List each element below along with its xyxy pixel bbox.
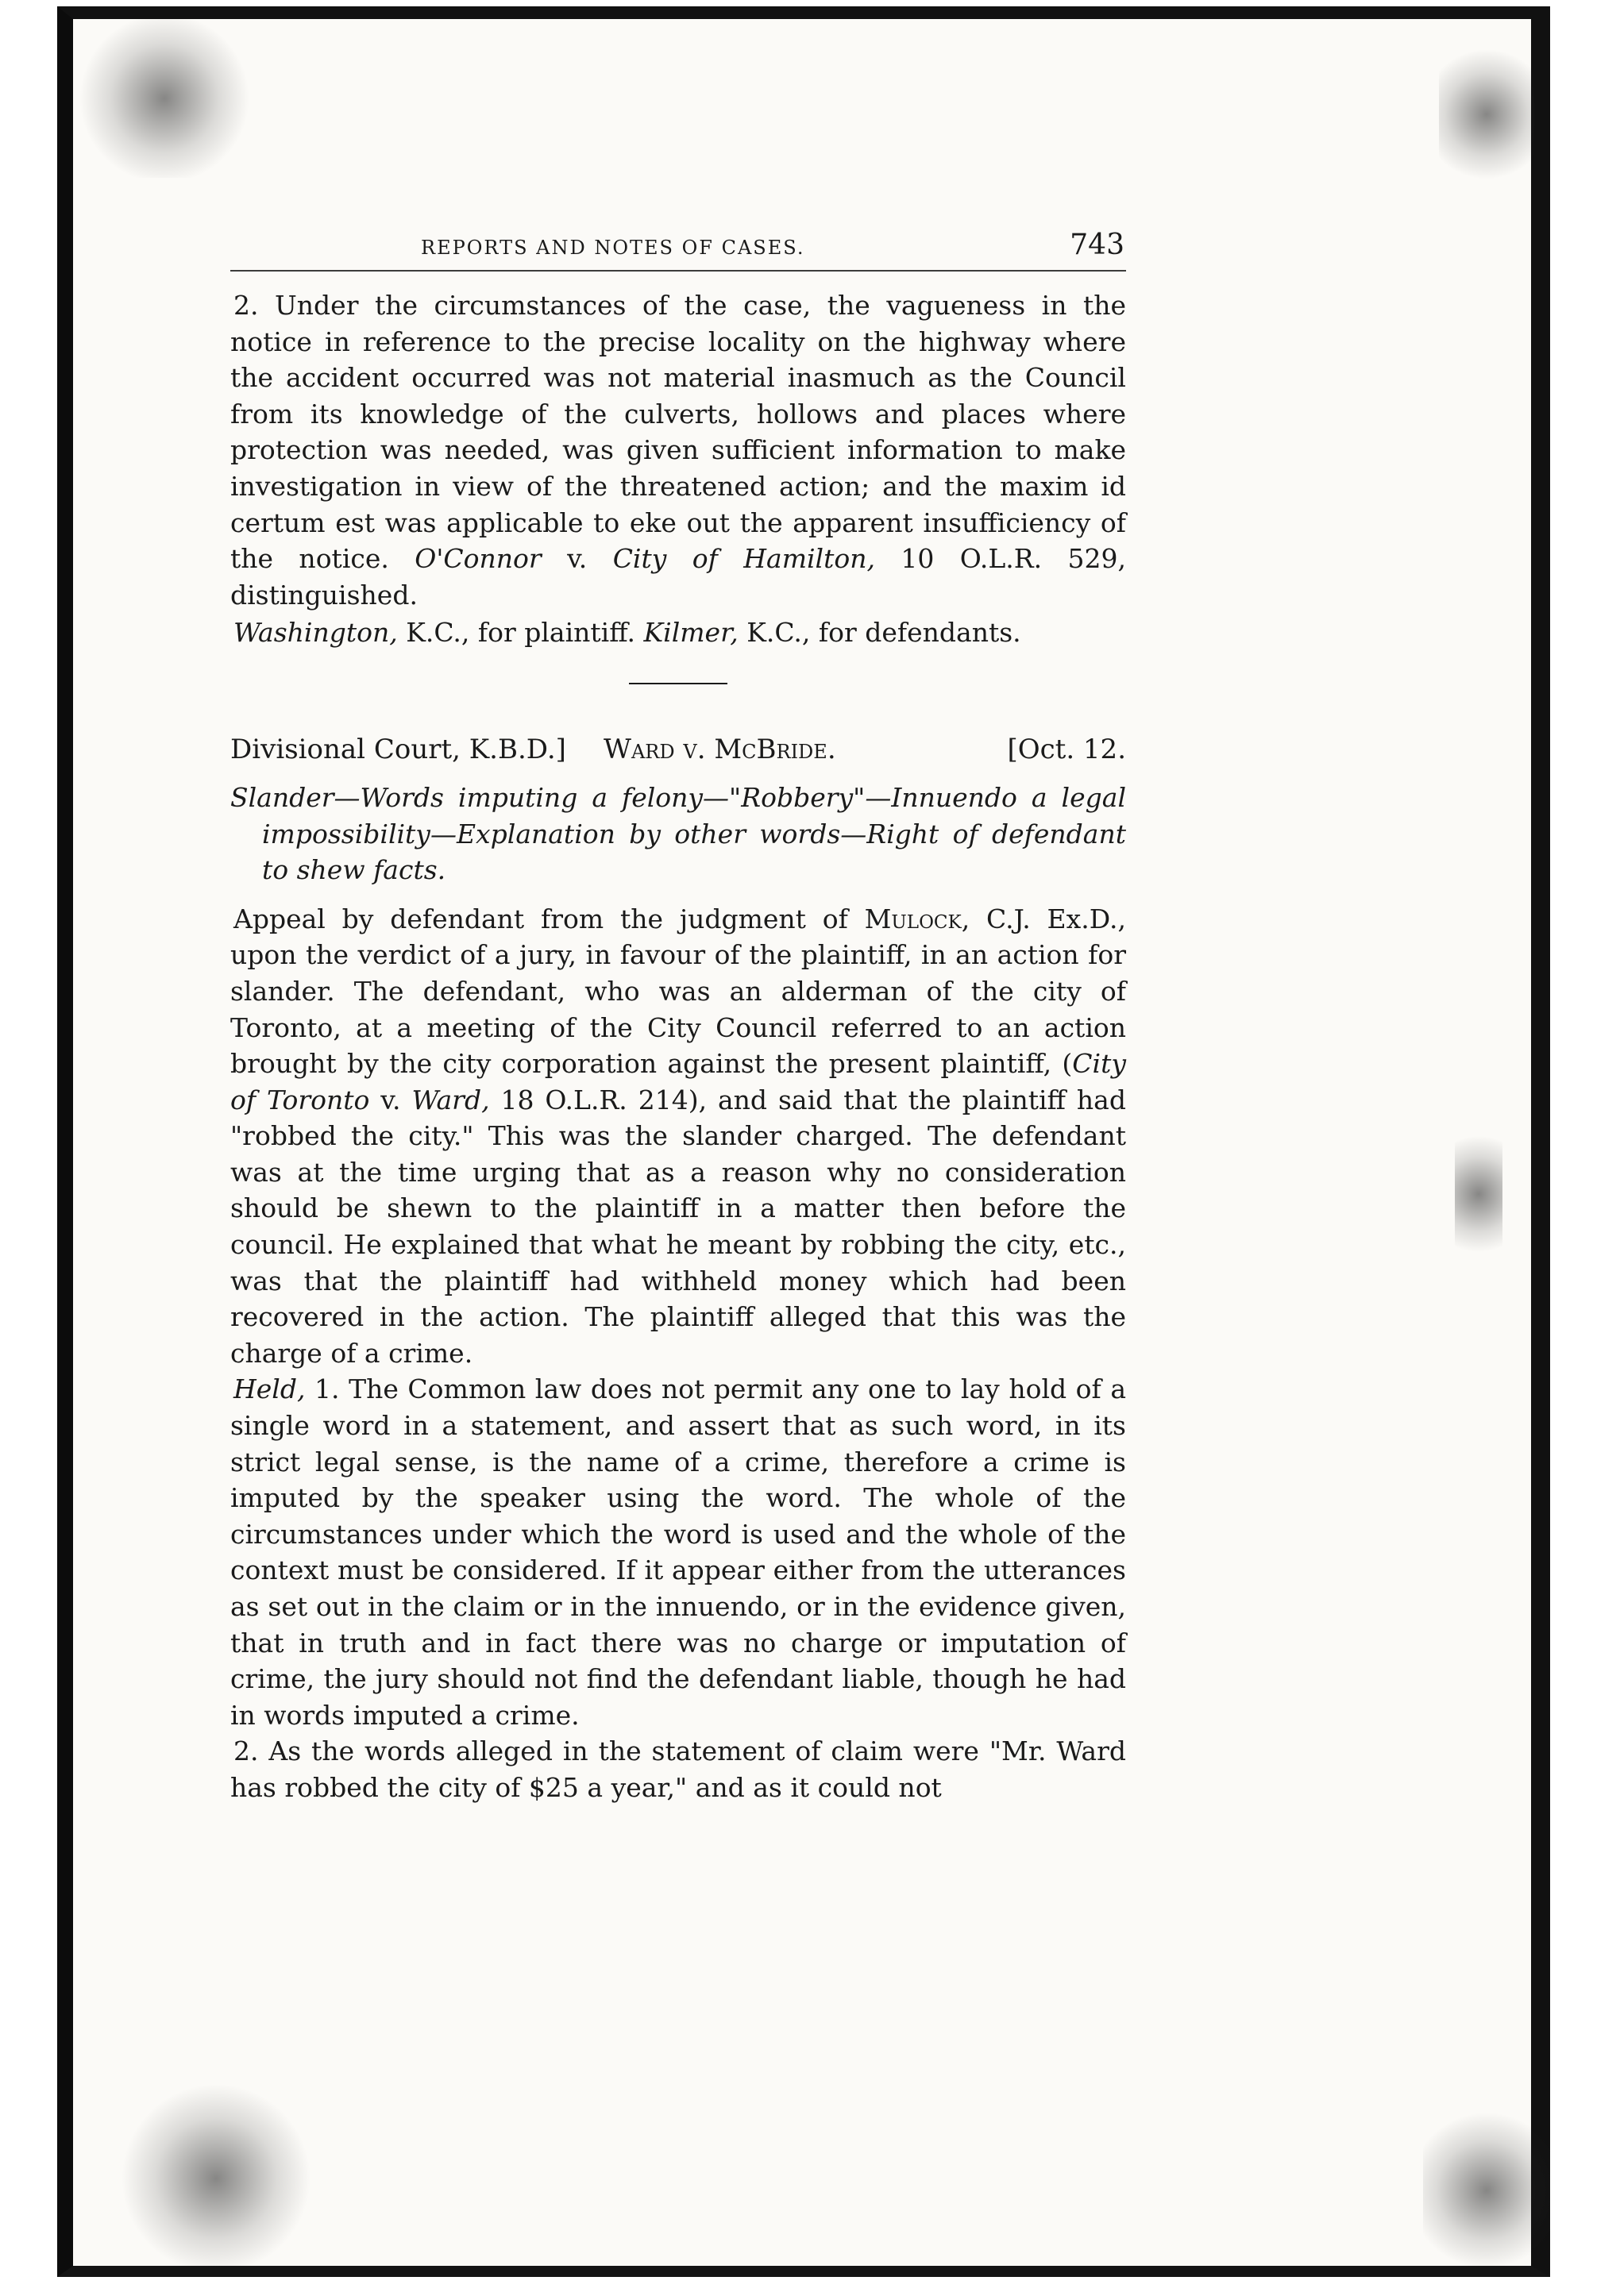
held-paragraph-2: [230, 1733, 1126, 1805]
cited-case-versus-2: v.: [369, 1084, 412, 1115]
judge-name: Mulock: [864, 903, 962, 934]
cited-case-reference: 10 O.L.R. 529, distinguished.: [230, 543, 1126, 611]
appeal-text-2: , C.J. Ex.D., upon the verdict of a jury, in favour of the plaintiff, in an action for slander. The defendant, who was an alderman of the city of Toronto, at a meeting of the City Council referred to an action brought by the city corporation against the present plaintiff, (: [230, 903, 1127, 1080]
held-label: Held,: [233, 1373, 306, 1405]
scan-smudge-bottom-right: [1423, 2099, 1550, 2282]
page-body: [230, 214, 1126, 1806]
scan-smudge-top-right: [1439, 35, 1534, 194]
case-caption: [230, 734, 1126, 775]
page-number: 743: [1070, 229, 1124, 261]
cited-case-party-a: O'Connor: [415, 543, 542, 575]
cited-case-ward: Ward,: [411, 1084, 490, 1115]
prior-case-paragraph-2: [230, 287, 1126, 613]
scan-smudge-right: [1455, 1115, 1502, 1273]
running-title: REPORTS AND NOTES OF CASES.: [421, 237, 805, 259]
running-head: [230, 214, 1126, 265]
held-paragraph-1: [230, 1371, 1126, 1733]
held-text-2: 2. As the words alleged in the statement of claim were "Mr. Ward has robbed the city of $25 a year," and as it could not: [230, 1735, 1126, 1803]
appeal-text-3: 18 O.L.R. 214), and said that the plaintiff had "robbed the city." This was the slander charged. The defendant was at the time urging that as a reason why no consideration should be shewn to the plaintiff in a matter then before the council. He explained that what he meant by robbing the city, etc., was that the plaintiff had withheld money which had been recovered in the action. The plaintiff alleged that this was the charge of a crime.: [230, 1084, 1126, 1369]
cited-case-city: City of Toronto: [230, 1048, 1126, 1115]
counsel-plaintiff-role: K.C., for plaintiff.: [397, 617, 635, 649]
section-separator-rule: [629, 683, 727, 684]
cited-case-party-b: City of Hamilton,: [612, 543, 875, 575]
appeal-text-1: Appeal by defendant from the judgment of: [233, 903, 865, 934]
prior-case-text: 2. Under the circumstances of the case, the vagueness in the notice in reference to the precise locality on the highway where the accident occurred was not material inasmuch as the Council from its knowledge of the culverts, hollows and places where protection was needed, was given sufficient information to make investigation in view of the threatened action; and the maxim id certum est was applicable to eke out the apparent insufficiency of the notice.: [230, 290, 1126, 575]
case-title: Ward v. McBride.: [604, 733, 836, 765]
case-headnote: Slander—Words imputing a felony—"Robbery"—Innuendo a legal impossibility—Explanation by other words—Right of defendant to shew facts.: [230, 781, 1126, 886]
counsel-defendant-role: K.C., for defendants.: [738, 617, 1021, 649]
header-rule: [230, 270, 1126, 272]
scan-smudge-top-left: [73, 19, 256, 178]
counsel-plaintiff-name: Washington,: [233, 617, 398, 649]
case-court: Divisional Court, K.B.D.]: [230, 733, 566, 765]
counsel-line: [230, 614, 1126, 651]
cited-case-versus: v.: [541, 543, 613, 575]
case-date: [Oct. 12.: [1007, 733, 1126, 765]
held-text-1: 1. The Common law does not permit any one to lay hold of a single word in a statement, and assert that as such word, in its strict legal sense, is the name of a crime, therefore a crime is imputed by the speaker using the word. The whole of the circumstances under which the word is used and the whole of the context must be considered. If it appear either from the utterances as set out in the claim or in the innuendo, or in the evidence given, that in truth and in fact there was no charge or imputation of crime, the jury should not find the defendant liable, though he had in words imputed a crime.: [230, 1373, 1126, 1731]
appeal-paragraph: [230, 901, 1126, 1372]
scan-smudge-bottom-left: [121, 2083, 311, 2274]
counsel-defendant-name: Kilmer,: [643, 617, 739, 649]
